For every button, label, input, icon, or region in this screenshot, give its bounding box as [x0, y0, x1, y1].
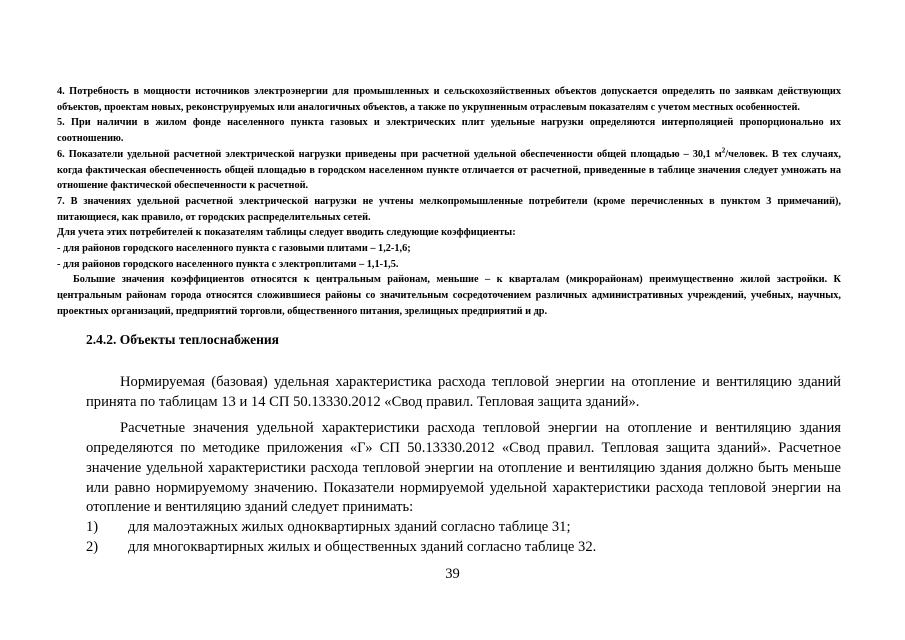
list-item: [86, 518, 841, 538]
page-number: 39: [445, 566, 460, 582]
paragraph-2: Расчетные значения удельной характеристики расхода тепловой энергии на отопление и вентиляцию здания определяются по методике приложения «Г» СП 50.13330.2012 «Свод правил. Тепловая защита зданий». Расчетное значение удельной характеристики расхода тепловой энергии на отопление и вентиляцию здания должно быть меньше или равно нормируемому значению. Показатели нормируемой удельной характеристики расхода тепловой энергии на отопление и вентиляцию зданий следует принимать:: [86, 419, 841, 516]
table-notes: [57, 84, 841, 320]
note-6: [57, 147, 841, 194]
list-item-number: 1): [86, 519, 99, 536]
section-body: [86, 373, 841, 558]
note-4: 4. Потребность в мощности источников электроэнергии для промышленных и сельскохозяйственных объектов допускается определять по заявкам действующих объектов, проектам новых, реконструируемых или аналогичных объектов, а также по укрупненным отраслевым показателям с учетом местных особенностей.: [57, 86, 841, 113]
paragraph-1: Нормируемая (базовая) удельная характеристика расхода тепловой энергии на отопление и вентиляцию зданий принята по таблицам 13 и 14 СП 50.13330.2012 «Свод правил. Тепловая защита зданий».: [86, 374, 841, 410]
list-item-text: для малоэтажных жилых одноквартирных зданий согласно таблице 31;: [128, 519, 571, 536]
list-item-text: для многоквартирных жилых и общественных зданий согласно таблице 32.: [128, 539, 597, 556]
note-6-text-cont: /человек. В тех случаях, когда фактическая обеспеченность общей площадью в городском населенном пункте отличается от расчетной, приведенные в таблице значения следует умножать на отношение фактической обеспеченности к расчетной.: [57, 148, 841, 192]
note-6-superscript: 2: [721, 146, 726, 155]
coefficient-electric: - для районов городского населенного пункта с электроплитами – 1,1-1,5.: [57, 258, 399, 270]
coefficients-closing: Большие значения коэффициентов относятся к центральным районам, меньшие – к кварталам (микрорайонам) преимущественно жилой застройки. К центральным районам города относятся сложившиеся районы со значительным сосредоточением различных административных учреждений, учебных, научных, проектных организаций, предприятий торговли, общественного питания, зрелищных предприятий и др.: [57, 274, 841, 317]
coefficient-gas: - для районов городского населенного пункта с газовыми плитами – 1,2-1,6;: [57, 243, 411, 255]
note-5: 5. При наличии в жилом фонде населенного пункта газовых и электрических плит удельные нагрузки определяются интерполяцией пропорционально их соотношению.: [57, 117, 841, 145]
section-heading: 2.4.2. Объекты теплоснабжения: [86, 332, 279, 347]
list-item-number: 2): [86, 539, 99, 556]
note-6-text: 6. Показатели удельной расчетной электрической нагрузки приведены при расчетной удельной обеспеченности общей площадью – 30,1 м: [57, 148, 722, 160]
coefficients-intro: Для учета этих потребителей к показателям таблицы следует вводить следующие коэффициенты:: [57, 227, 516, 239]
numbered-list: [86, 518, 841, 558]
list-item: [86, 538, 841, 558]
note-7: 7. В значениях удельной расчетной электрической нагрузки не учтены мелкопромышленные потребители (кроме перечисленных в пунктом 3 примечаний), питающиеся, как правило, от городских распределительных сетей.: [57, 195, 841, 223]
